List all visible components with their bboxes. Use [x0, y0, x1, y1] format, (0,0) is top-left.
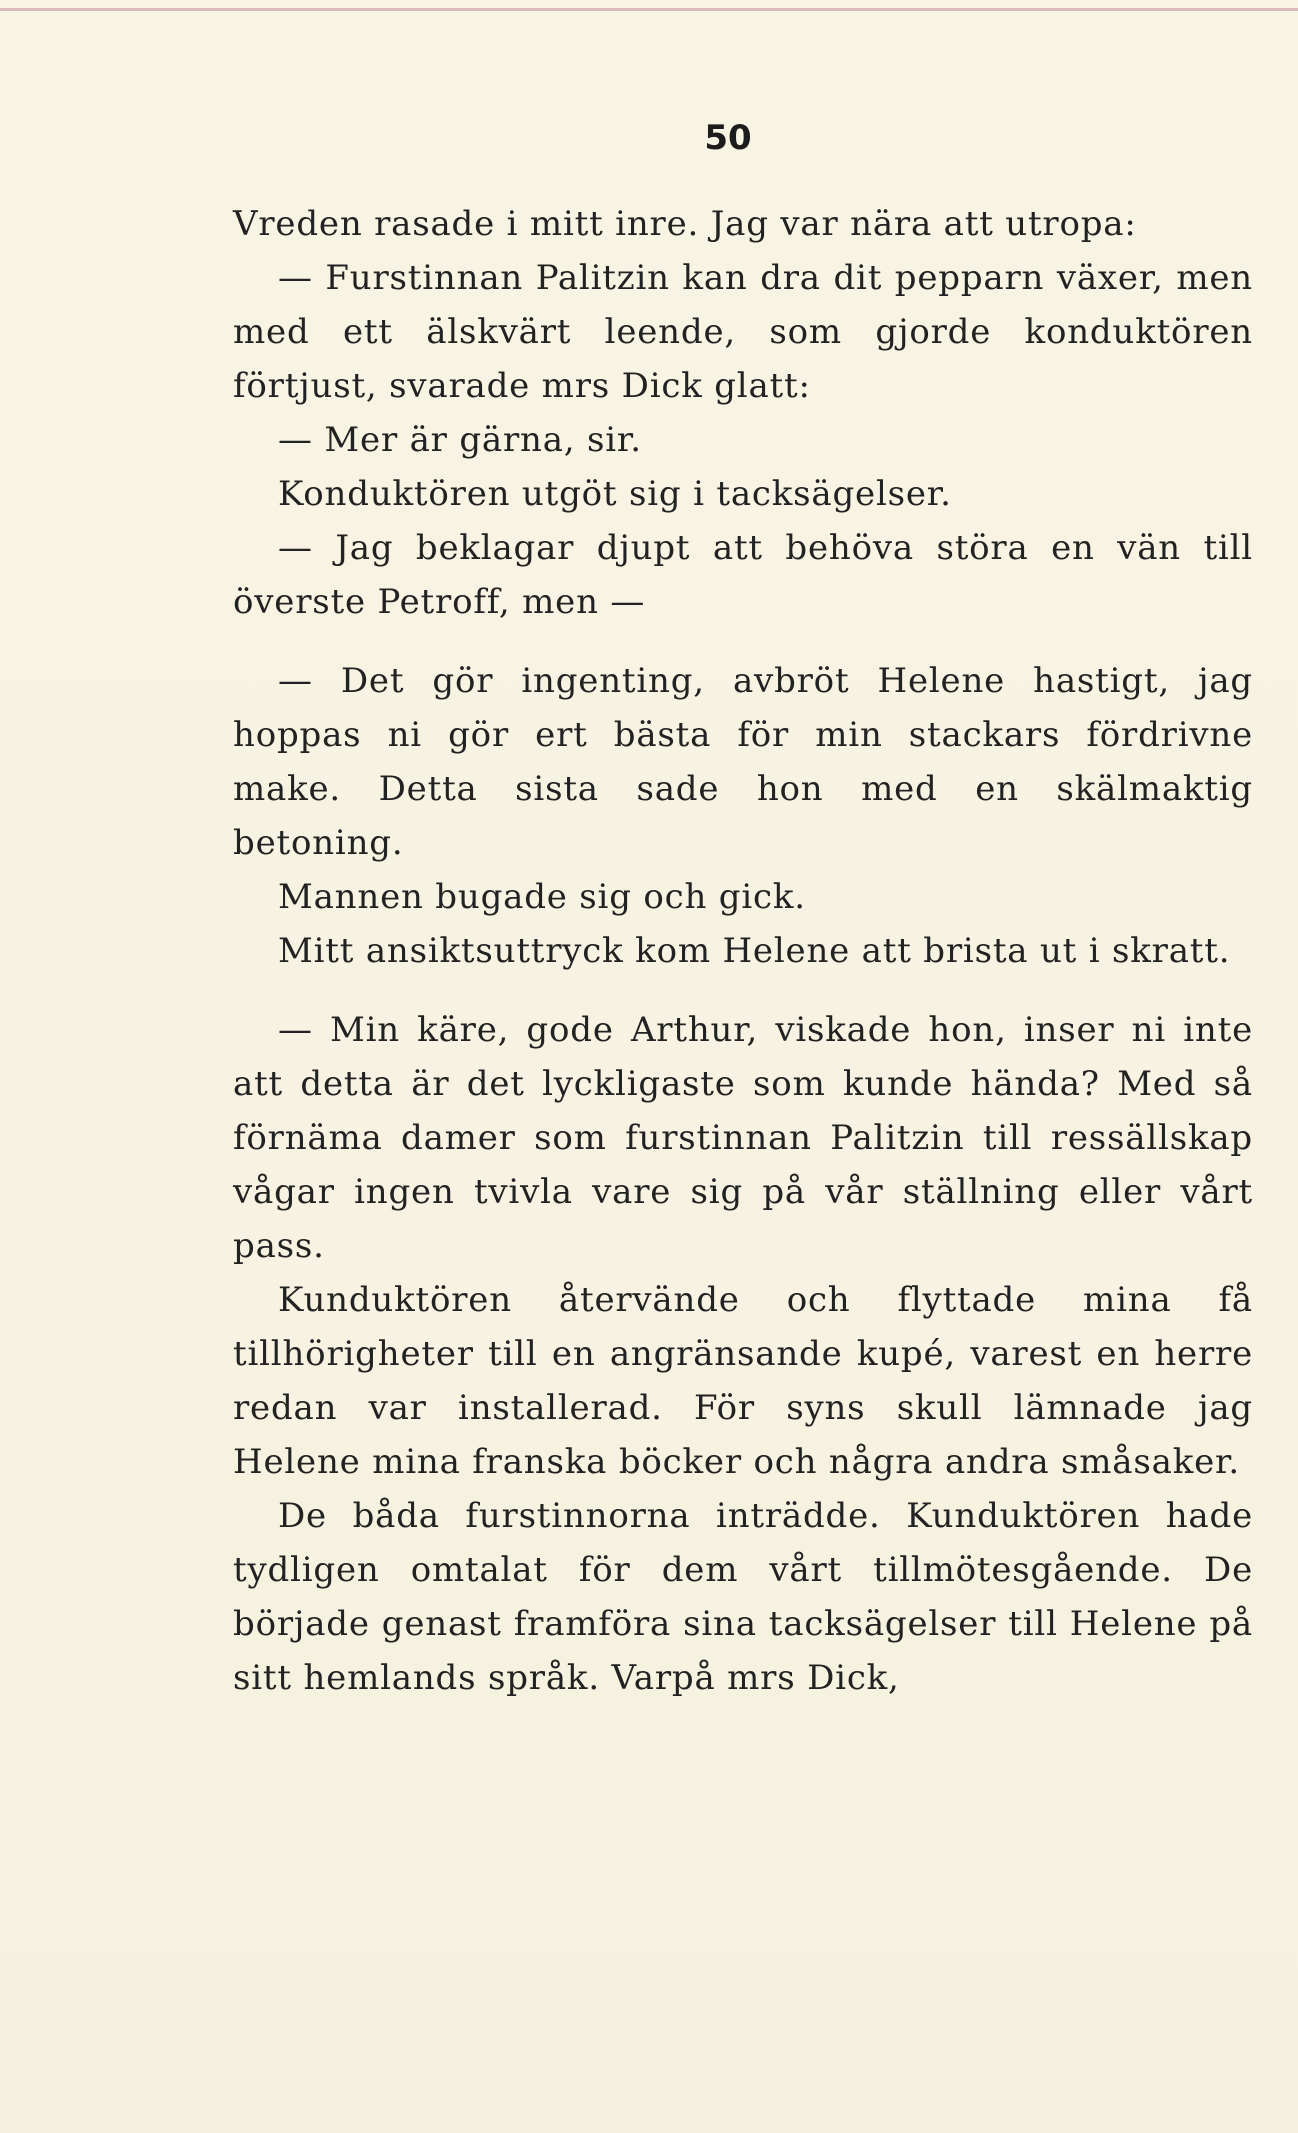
body-text: [233, 197, 1253, 1705]
paragraph: Konduktören utgöt sig i tacksägelser.: [278, 474, 952, 514]
paragraph: De båda furstinnorna inträdde. Kunduktören hade tydligen omtalat för dem vårt tillmötesgående. De började genast framföra sina tacksägelser till Helene på sitt hemlands språk. Varpå mrs Dick,: [233, 1496, 1253, 1698]
paragraph: — Mer är gärna, sir.: [278, 420, 642, 460]
paragraph: — Min käre, gode Arthur, viskade hon, inser ni inte att detta är det lyckligaste som kunde hända? Med så förnäma damer som furstinnan Palitzin till ressällskap vågar ingen tvivla vare sig på vår ställning eller vårt pass.: [233, 1010, 1253, 1266]
top-edge-line: [0, 8, 1298, 11]
paragraph: Kunduktören återvände och flyttade mina få tillhörigheter till en angränsande kupé, varest en herre redan var installerad. För syns skull lämnade jag Helene mina franska böcker och några andra småsaker.: [233, 1280, 1253, 1482]
paragraph: Mitt ansiktsuttryck kom Helene att brista ut i skratt.: [278, 931, 1231, 971]
page-number: 50: [704, 118, 752, 158]
paragraph: — Furstinnan Palitzin kan dra dit pepparn växer, men med ett älskvärt leende, som gjorde konduktören förtjust, svarade mrs Dick glatt:: [233, 258, 1253, 406]
paragraph: — Det gör ingenting, avbröt Helene hastigt, jag hoppas ni gör ert bästa för min stackars fördrivne make. Detta sista sade hon med en skälmaktig betoning.: [233, 661, 1253, 863]
paragraph: Mannen bugade sig och gick.: [278, 877, 806, 917]
paragraph: Vreden rasade i mitt inre. Jag var nära att utropa:: [233, 204, 1137, 244]
paragraph: — Jag beklagar djupt att behöva störa en vän till överste Petroff, men —: [233, 528, 1253, 622]
